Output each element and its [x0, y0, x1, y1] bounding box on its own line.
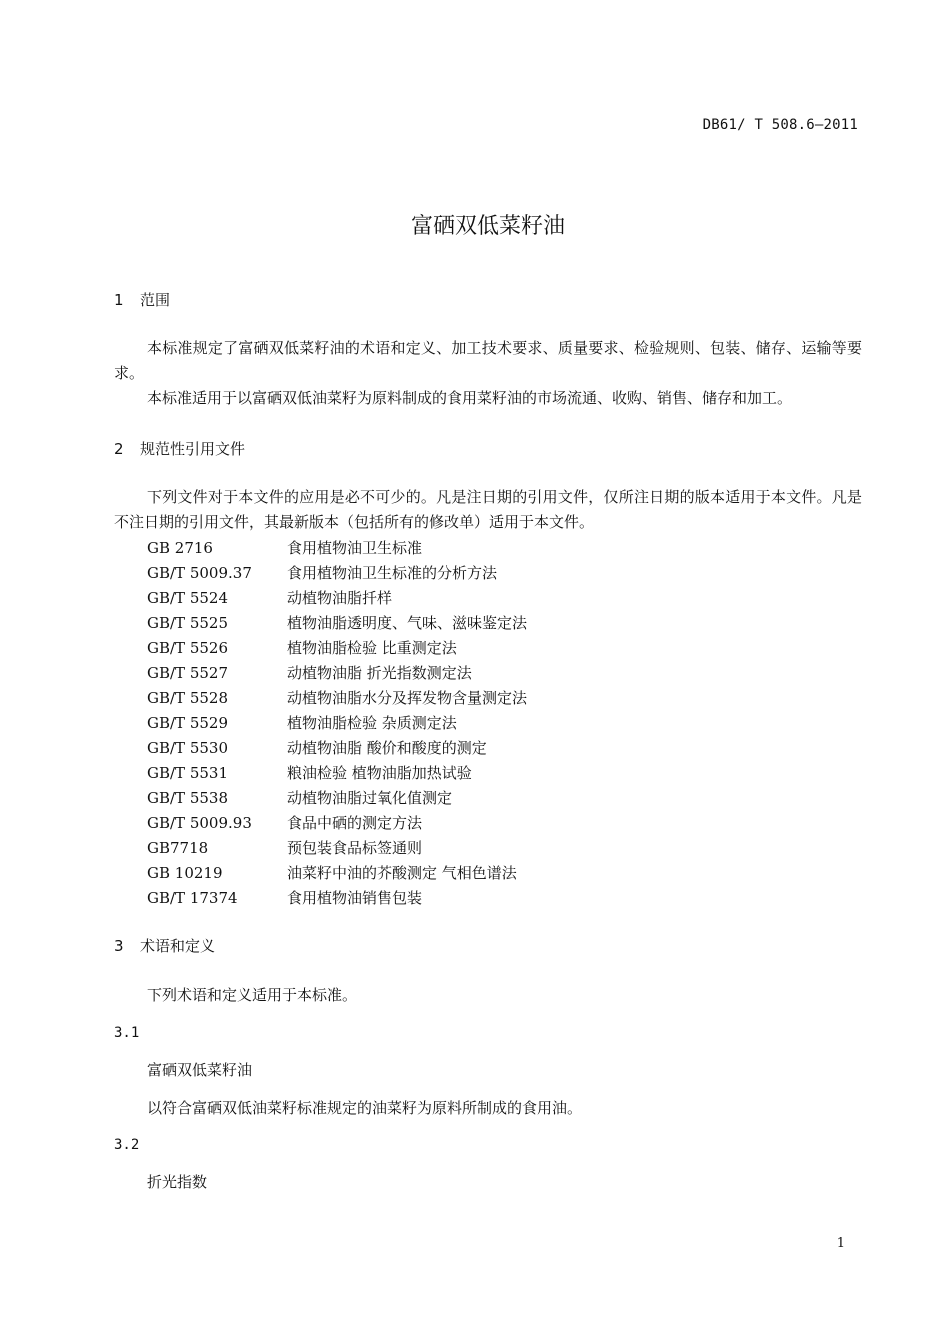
reference-name: 植物油脂检验 比重测定法	[287, 639, 457, 657]
reference-name: 粮油检验 植物油脂加热试验	[287, 764, 472, 782]
reference-name: 植物油脂透明度、气味、滋味鉴定法	[287, 614, 528, 632]
reference-name: 预包装食品标签通则	[287, 839, 423, 857]
reference-code: GB 10219	[147, 864, 223, 882]
reference-code: GB/T 5529	[147, 714, 229, 732]
reference-item	[147, 736, 527, 761]
reference-item	[147, 711, 527, 736]
reference-item	[147, 861, 527, 886]
reference-name: 动植物油脂过氧化值测定	[287, 789, 453, 807]
reference-list	[147, 536, 527, 911]
term-number: 3.1	[114, 1025, 140, 1041]
reference-name: 食用植物油销售包装	[287, 889, 423, 907]
section-3-heading	[114, 935, 215, 956]
scope-paragraph-2: 本标准适用于以富硒双低油菜籽为原料制成的食用菜籽油的市场流通、收购、销售、储存和加工。	[147, 389, 793, 407]
reference-code: GB/T 5526	[147, 639, 229, 657]
reference-code: GB/T 5530	[147, 739, 229, 757]
term-definition: 以符合富硒双低油菜籽标准规定的油菜籽为原料所制成的食用油。	[147, 1099, 583, 1117]
reference-name: 动植物油脂水分及挥发物含量测定法	[287, 689, 528, 707]
reference-item	[147, 611, 527, 636]
term-name: 折光指数	[147, 1173, 208, 1191]
reference-code: GB/T 5524	[147, 589, 229, 607]
reference-item	[147, 536, 527, 561]
reference-code: GB/T 5525	[147, 614, 229, 632]
reference-code: GB/T 17374	[147, 889, 238, 907]
reference-name: 动植物油脂 折光指数测定法	[287, 664, 472, 682]
reference-item	[147, 786, 527, 811]
document-title: 富硒双低菜籽油	[410, 214, 565, 239]
reference-item	[147, 836, 527, 861]
reference-code: GB7718	[147, 839, 209, 857]
reference-item	[147, 586, 527, 611]
references-intro: 下列文件对于本文件的应用是必不可少的。凡是注日期的引用文件，仅所注日期的版本适用于本文件。凡是不注日期的引用文件，其最新版本（包括所有的修改单）适用于本文件。	[114, 488, 862, 531]
reference-item	[147, 661, 527, 686]
section-title: 范围	[140, 291, 171, 309]
scope-paragraph-1: 本标准规定了富硒双低菜籽油的术语和定义、加工技术要求、质量要求、检验规则、包装、储存、运输等要求。	[114, 339, 862, 382]
section-title: 规范性引用文件	[140, 440, 246, 458]
term-name: 富硒双低菜籽油	[147, 1061, 253, 1079]
reference-name: 动植物油脂 酸价和酸度的测定	[287, 739, 487, 757]
reference-name: 食品中硒的测定方法	[287, 814, 423, 832]
reference-item	[147, 811, 527, 836]
reference-code: GB/T 5527	[147, 664, 229, 682]
section-number: 1	[114, 291, 124, 309]
reference-item	[147, 886, 527, 911]
reference-code: GB/T 5538	[147, 789, 229, 807]
terms-intro: 下列术语和定义适用于本标准。	[147, 986, 358, 1004]
reference-code: GB/T 5528	[147, 689, 229, 707]
reference-item	[147, 686, 527, 711]
reference-name: 植物油脂检验 杂质测定法	[287, 714, 457, 732]
standard-code: DB61/ T 508.6—2011	[702, 117, 858, 133]
section-title: 术语和定义	[140, 937, 216, 955]
reference-item	[147, 561, 527, 586]
page-number: 1	[836, 1236, 845, 1251]
reference-code: GB/T 5009.93	[147, 814, 252, 832]
reference-name: 油菜籽中油的芥酸测定 气相色谱法	[287, 864, 517, 882]
reference-name: 食用植物油卫生标准	[287, 539, 423, 557]
reference-item	[147, 761, 527, 786]
section-number: 2	[114, 440, 124, 458]
reference-code: GB/T 5009.37	[147, 564, 252, 582]
reference-code: GB/T 5531	[147, 764, 229, 782]
section-number: 3	[114, 937, 124, 955]
reference-item	[147, 636, 527, 661]
reference-name: 动植物油脂扦样	[287, 589, 393, 607]
section-2-heading	[114, 438, 245, 459]
section-1-heading	[114, 289, 170, 310]
term-number: 3.2	[114, 1137, 140, 1153]
reference-code: GB 2716	[147, 539, 213, 557]
reference-name: 食用植物油卫生标准的分析方法	[287, 564, 498, 582]
